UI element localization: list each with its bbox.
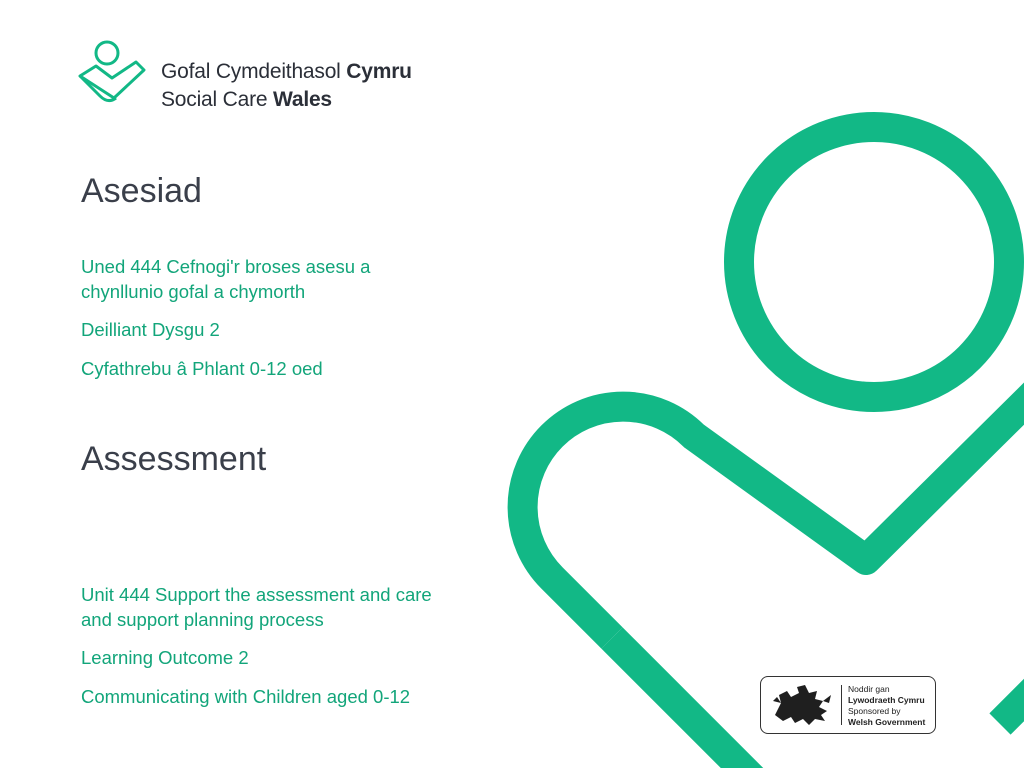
welsh-topic: Cyfathrebu â Phlant 0-12 oed xyxy=(81,358,323,379)
welsh-dragon-icon xyxy=(769,681,835,729)
brand-name-english xyxy=(161,88,332,112)
decorative-check-icon xyxy=(523,368,1024,638)
welsh-unit-title-line1: Uned 444 Cefnogi'r broses asesu a xyxy=(81,256,371,277)
sponsor-badge xyxy=(760,676,936,734)
brand-name-welsh xyxy=(161,60,412,84)
welsh-heading: Asesiad xyxy=(81,172,202,210)
logo-mark-icon xyxy=(74,38,150,114)
sponsor-divider xyxy=(841,685,842,725)
brand-name-welsh-regular: Gofal Cymdeithasol xyxy=(161,60,341,83)
english-unit-title-line1: Unit 444 Support the assessment and care xyxy=(81,584,432,605)
decorative-ring-icon xyxy=(739,127,1009,397)
welsh-learning-outcome: Deilliant Dysgu 2 xyxy=(81,319,220,340)
sponsor-line-1: Noddir gan xyxy=(848,684,890,694)
sponsor-line-2: Lywodraeth Cymru xyxy=(848,695,925,705)
sponsor-line-3: Sponsored by xyxy=(848,706,901,716)
english-learning-outcome: Learning Outcome 2 xyxy=(81,647,249,668)
brand-name-english-regular: Social Care xyxy=(161,88,268,111)
english-heading: Assessment xyxy=(81,440,267,478)
brand-logo xyxy=(74,38,454,114)
sponsor-text xyxy=(848,684,925,728)
english-unit-title xyxy=(81,582,432,632)
english-unit-title-line2: and support planning process xyxy=(81,609,324,630)
sponsor-line-4: Welsh Government xyxy=(848,717,926,727)
welsh-unit-title-line2: chynllunio gofal a chymorth xyxy=(81,281,306,302)
welsh-unit-title xyxy=(81,254,370,304)
brand-name-welsh-bold: Cymru xyxy=(346,60,412,83)
brand-name-english-bold: Wales xyxy=(273,88,332,111)
decorative-diagonal-icon xyxy=(612,638,770,768)
english-topic: Communicating with Children aged 0-12 xyxy=(81,686,411,707)
